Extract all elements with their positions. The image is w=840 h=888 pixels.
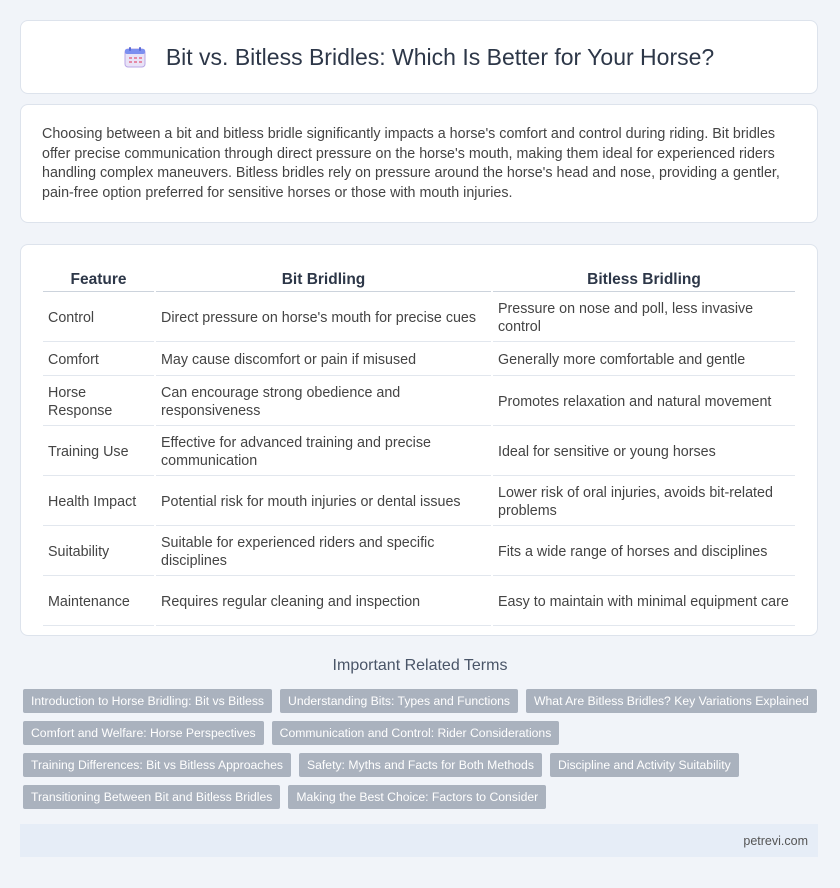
related-term-link[interactable]: Transitioning Between Bit and Bitless Bridles	[23, 785, 280, 809]
intro-paragraph: Choosing between a bit and bitless bridle significantly impacts a horse's comfort and control during riding. Bit bridles offer precise communication through direct pressure on the horse's mouth, making them ideal for experienced riders handling complex maneuvers. Bitless bridles rely on pressure around the horse's head and nose, providing a gentler, pain-free option preferred for sensitive horses or those with mouth injuries.	[42, 126, 780, 201]
feature-cell: Maintenance	[43, 578, 154, 626]
bitless-cell: Pressure on nose and poll, less invasive control	[493, 294, 795, 342]
table-row	[43, 378, 795, 426]
feature-cell: Suitability	[43, 528, 154, 576]
bitless-cell: Promotes relaxation and natural movement	[493, 378, 795, 426]
bitless-cell: Easy to maintain with minimal equipment care	[493, 578, 795, 626]
tag-row	[23, 753, 823, 777]
related-term-link[interactable]: Comfort and Welfare: Horse Perspectives	[23, 721, 264, 745]
related-term-link[interactable]: Making the Best Choice: Factors to Consider	[288, 785, 546, 809]
related-term-link[interactable]: Training Differences: Bit vs Bitless Approaches	[23, 753, 291, 777]
table-row	[43, 294, 795, 342]
intro-card	[20, 104, 818, 223]
feature-cell: Control	[43, 294, 154, 342]
tag-row	[23, 785, 823, 809]
bitless-cell: Lower risk of oral injuries, avoids bit-related problems	[493, 478, 795, 526]
bit-cell: May cause discomfort or pain if misused	[156, 344, 491, 376]
bit-cell: Can encourage strong obedience and responsiveness	[156, 378, 491, 426]
bit-cell: Suitable for experienced riders and specific disciplines	[156, 528, 491, 576]
header-card	[20, 20, 818, 94]
comparison-table	[41, 265, 797, 628]
header-feature: Feature	[43, 267, 154, 292]
comparison-card	[20, 244, 818, 636]
feature-cell: Training Use	[43, 428, 154, 476]
tag-row	[23, 689, 823, 713]
table-row	[43, 478, 795, 526]
related-term-link[interactable]: Discipline and Activity Suitability	[550, 753, 739, 777]
bitless-cell: Generally more comfortable and gentle	[493, 344, 795, 376]
footer-site-name[interactable]: petrevi.com	[743, 833, 808, 848]
header-bit: Bit Bridling	[156, 267, 491, 292]
bit-cell: Effective for advanced training and precise communication	[156, 428, 491, 476]
title-wrap	[124, 44, 714, 71]
bit-cell: Requires regular cleaning and inspection	[156, 578, 491, 626]
calendar-icon	[124, 46, 146, 68]
related-term-link[interactable]: Safety: Myths and Facts for Both Methods	[299, 753, 542, 777]
feature-cell: Comfort	[43, 344, 154, 376]
related-terms-list	[23, 689, 823, 817]
related-term-link[interactable]: What Are Bitless Bridles? Key Variations Explained	[526, 689, 817, 713]
bitless-cell: Ideal for sensitive or young horses	[493, 428, 795, 476]
related-terms-heading: Important Related Terms	[332, 657, 508, 674]
bit-cell: Potential risk for mouth injuries or dental issues	[156, 478, 491, 526]
tag-row	[23, 721, 823, 745]
table-row	[43, 344, 795, 376]
feature-cell: Horse Response	[43, 378, 154, 426]
table-header-row	[43, 267, 795, 292]
feature-cell: Health Impact	[43, 478, 154, 526]
footer	[20, 824, 818, 857]
table-row	[43, 528, 795, 576]
bitless-cell: Fits a wide range of horses and disciplines	[493, 528, 795, 576]
bit-cell: Direct pressure on horse's mouth for precise cues	[156, 294, 491, 342]
related-term-link[interactable]: Understanding Bits: Types and Functions	[280, 689, 518, 713]
header-bitless: Bitless Bridling	[493, 267, 795, 292]
related-term-link[interactable]: Communication and Control: Rider Considerations	[272, 721, 560, 745]
table-row	[43, 578, 795, 626]
page-title: Bit vs. Bitless Bridles: Which Is Better for Your Horse?	[165, 43, 715, 70]
related-term-link[interactable]: Introduction to Horse Bridling: Bit vs Bitless	[23, 689, 272, 713]
table-row	[43, 428, 795, 476]
